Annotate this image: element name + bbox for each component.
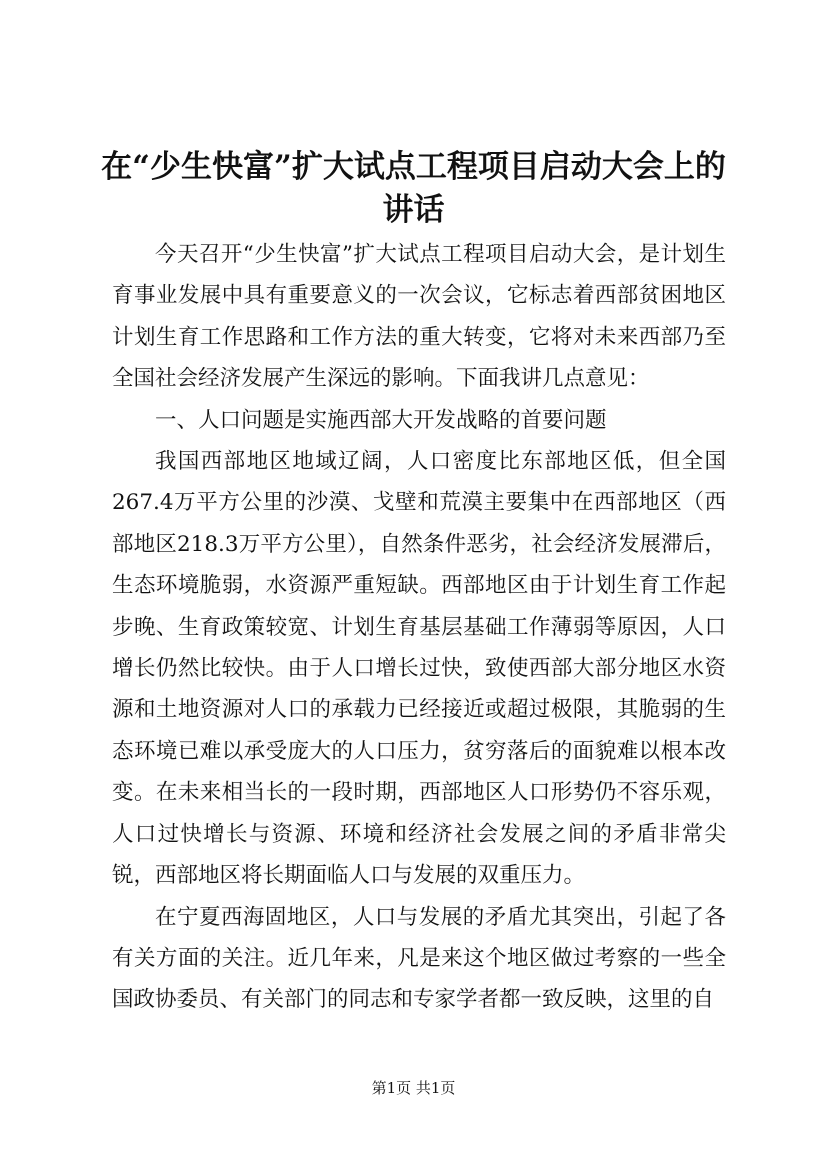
paragraph-ningxia: 在宁夏西海固地区，人口与发展的矛盾尤其突出，引起了各有关方面的关注。近几年来，凡是来这个地区做过考察的一些全国政协委员、有关部门的同志和专家学者都一致反映，这里的自 <box>112 904 726 1013</box>
document-body <box>112 234 726 1021</box>
document-title: 在“少生快富”扩大试点工程项目启动大会上的讲话 <box>101 149 726 228</box>
page-footer: 第1页 共1页 <box>371 1079 456 1097</box>
paragraph-west-population: 我国西部地区地域辽阔，人口密度比东部地区低，但全国267.4万平方公里的沙漠、戈壁和荒漠主要集中在西部地区（西部地区218.3万平方公里），自然条件恶劣，社会经济发展滞后，生态环境脆弱，水资源严重短缺。西部地区由于计划生育工作起步晚、生育政策较宽、计划生育基层基础工作薄弱等原因，人口增长仍然比较快。由于人口增长过快，致使西部大部分地区水资源和土地资源对人口的承载力已经接近或超过极限，其脆弱的生态环境已难以承受庞大的人口压力，贫穷落后的面貌难以根本改变。在未来相当长的一段时期，西部地区人口形势仍不容乐观，人口过快增长与资源、环境和经济社会发展之间的矛盾非常尖锐，西部地区将长期面临人口与发展的双重压力。 <box>112 449 726 889</box>
section-heading-1: 一、人口问题是实施西部大开发战略的首要问题 <box>155 407 607 433</box>
paragraph-intro: 今天召开“少生快富”扩大试点工程项目启动大会，是计划生育事业发展中具有重要意义的一次会议，它标志着西部贫困地区计划生育工作思路和工作方法的重大转变，它将对未来西部乃至全国社会经济发展产生深远的影响。下面我讲几点意见： <box>112 242 726 392</box>
